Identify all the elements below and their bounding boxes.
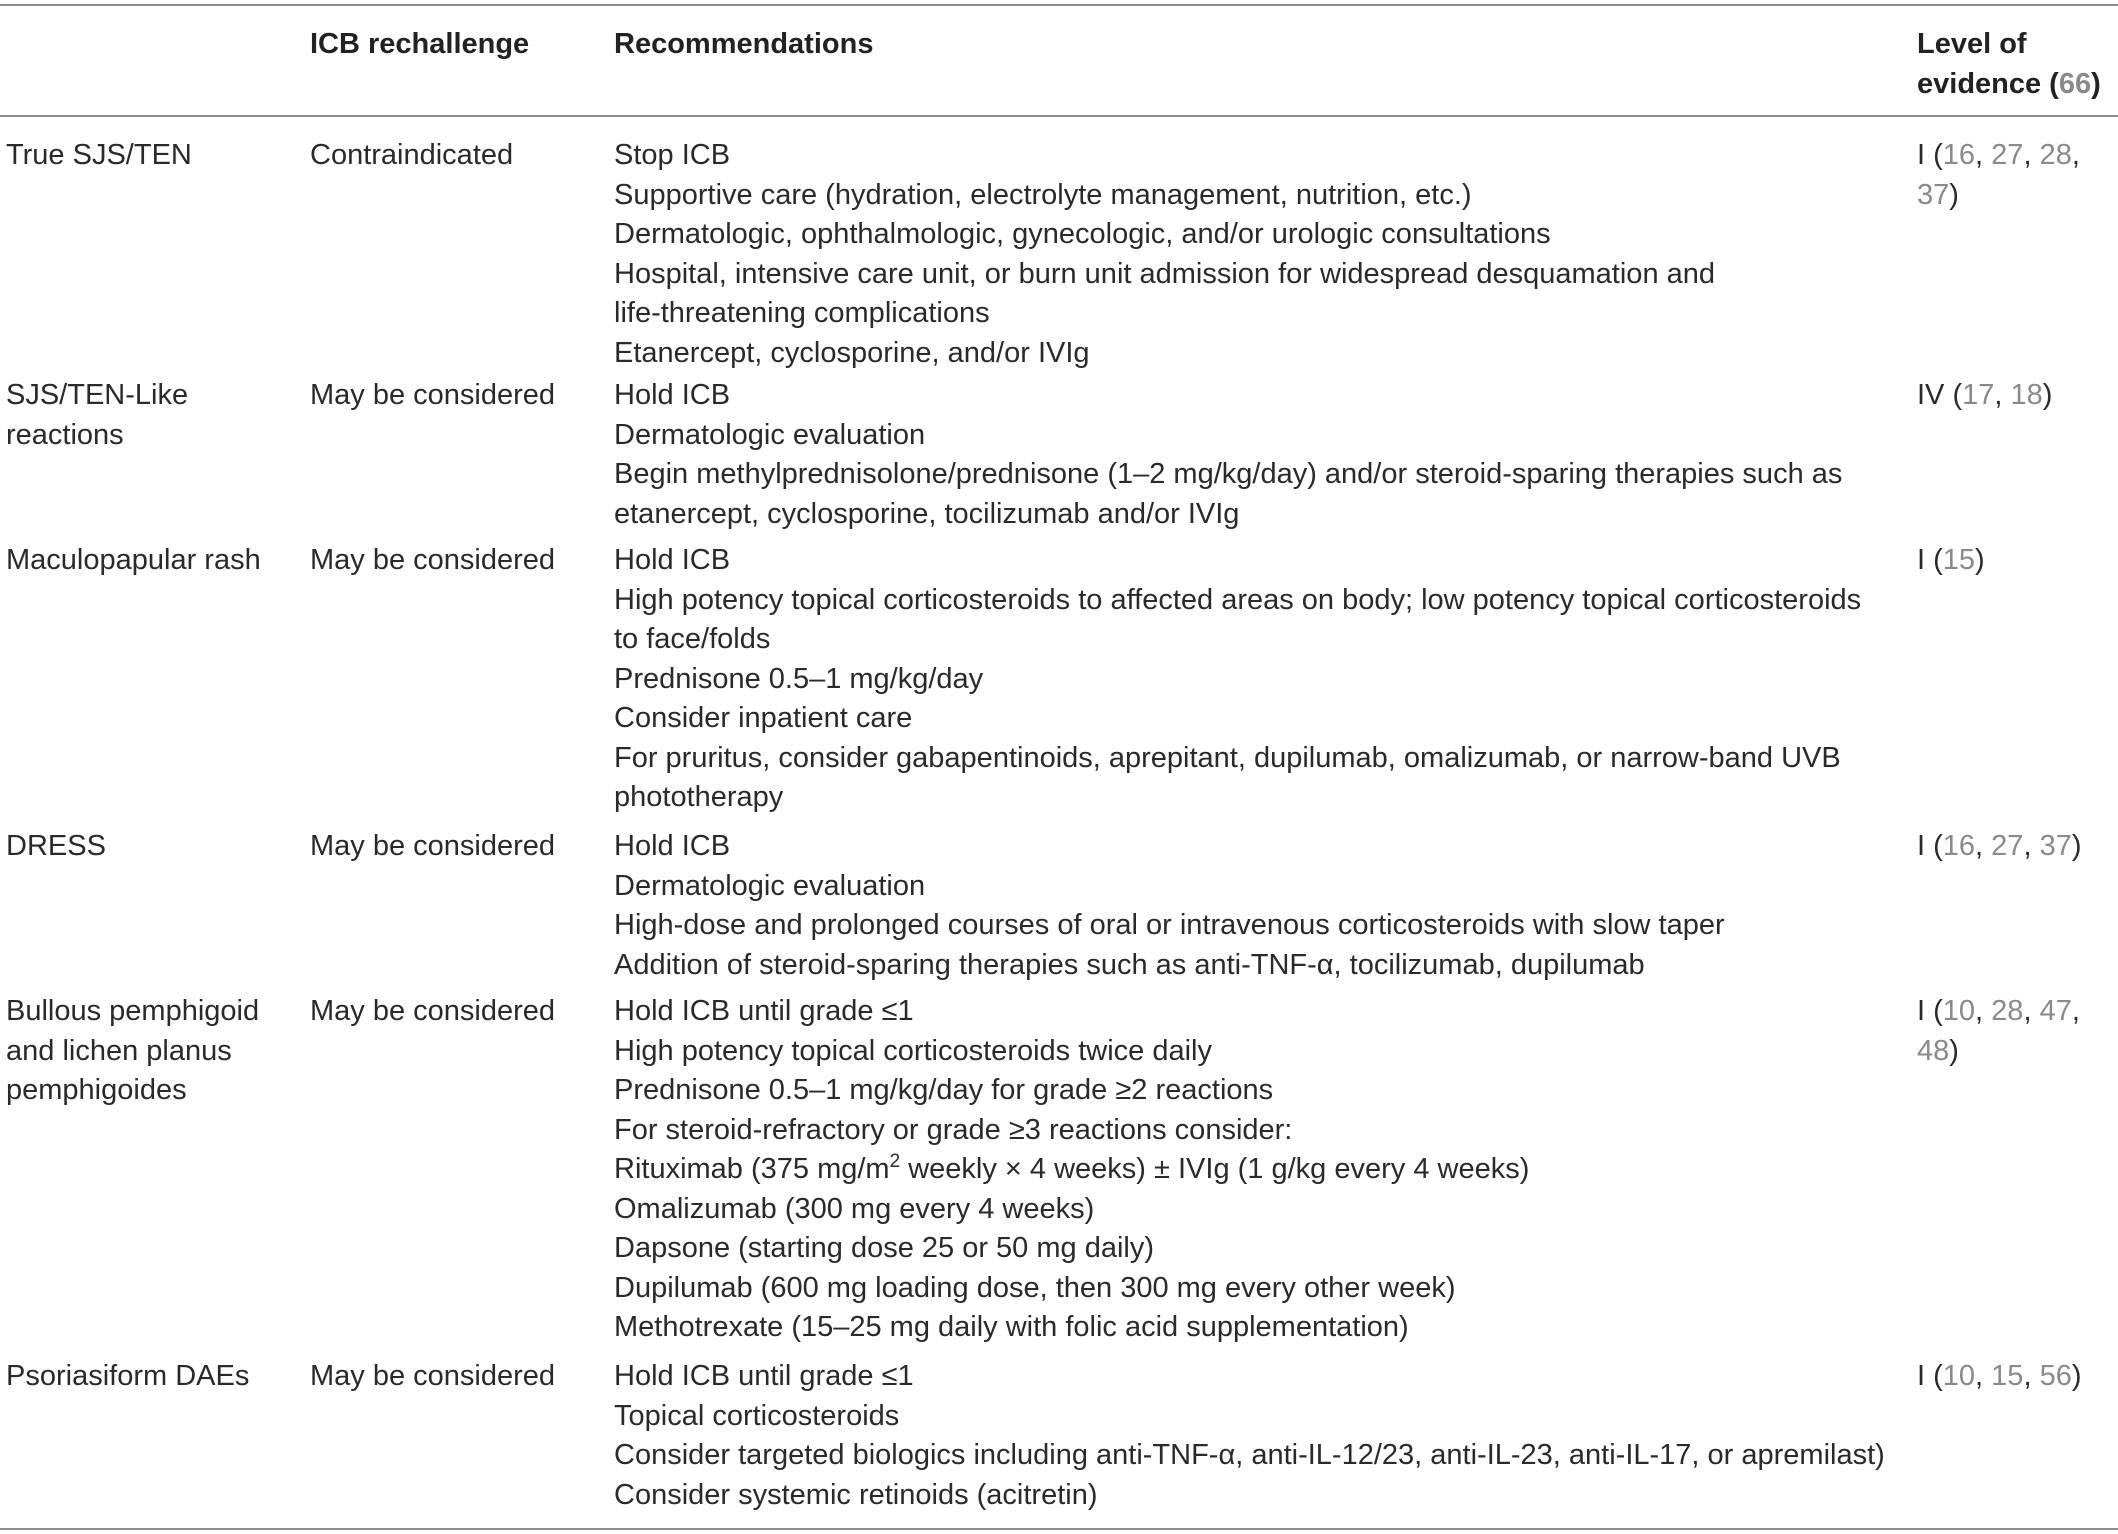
- rechallenge-cell: May be considered: [310, 995, 556, 1027]
- evidence-level: IV: [1917, 379, 1945, 411]
- recommendation-line: etanercept, cyclosporine, tocilizumab and/or IVIg: [614, 497, 1240, 530]
- recommendation-line: to face/folds: [614, 623, 771, 655]
- recommendations-cell: [614, 541, 1904, 818]
- recommendation-line: Methotrexate (15–25 mg daily with folic acid supplementation): [614, 1311, 1409, 1343]
- condition-line: Psoriasiform DAEs: [6, 1360, 250, 1392]
- evidence-line: I (16, 27, 37): [1917, 830, 2082, 862]
- citation-link[interactable]: 16: [1942, 139, 1976, 171]
- condition-cell: [6, 827, 296, 867]
- condition-line: SJS/TEN-Like: [6, 379, 189, 411]
- recommendation-line: High potency topical corticosteroids to affected areas on body; low potency topical corticosteroids: [614, 583, 1862, 616]
- recommendation-line: Etanercept, cyclosporine, and/or IVIg: [614, 336, 1090, 369]
- recommendation-line: Begin methylprednisolone/prednisone (1–2 mg/kg/day) and/or steroid-sparing therapies such as: [614, 458, 1843, 490]
- recommendation-line: Hold ICB until grade ≤1: [614, 995, 914, 1027]
- header-evidence-prefix: evidence (: [1917, 68, 2059, 100]
- rechallenge-cell: May be considered: [310, 544, 556, 576]
- rechallenge-cell: May be considered: [310, 830, 556, 862]
- citation-link[interactable]: 27: [1991, 139, 2024, 171]
- evidence-line: I (15): [1917, 544, 1985, 576]
- condition-line: Maculopapular rash: [6, 544, 261, 576]
- recommendation-line: Hold ICB until grade ≤1: [614, 1360, 914, 1392]
- evidence-level: I: [1917, 1360, 1926, 1392]
- citation-link[interactable]: 48: [1917, 1034, 1950, 1067]
- evidence-line: 48): [1917, 1034, 1959, 1067]
- condition-cell: [6, 541, 296, 581]
- recommendation-line: Hold ICB: [614, 379, 731, 411]
- condition-cell: [6, 376, 296, 455]
- recommendation-line: Dupilumab (600 mg loading dose, then 300 mg every other week): [614, 1271, 1456, 1304]
- citation-link[interactable]: 28: [1991, 995, 2024, 1027]
- evidence-cell: [1917, 376, 2117, 416]
- recommendation-line: Dermatologic evaluation: [614, 869, 926, 902]
- citation-link[interactable]: 10: [1942, 1360, 1976, 1392]
- condition-line: True SJS/TEN: [6, 139, 192, 171]
- rituximab-text-start: Rituximab (375 mg/m: [614, 1153, 890, 1185]
- header-level-line1: Level of: [1917, 28, 2027, 60]
- evidence-line: IV (17, 18): [1917, 379, 2053, 411]
- recommendation-line: life-threatening complications: [614, 297, 990, 329]
- citation-link[interactable]: 28: [2039, 139, 2072, 171]
- recommendation-line: [614, 1150, 1904, 1190]
- evidence-cell: [1917, 827, 2117, 867]
- citation-link[interactable]: 47: [2039, 995, 2072, 1027]
- header-icb-rechallenge: ICB rechallenge: [310, 28, 530, 60]
- evidence-cell: [1917, 992, 2117, 1071]
- recommendation-line: Dapsone (starting dose 25 or 50 mg daily): [614, 1232, 1155, 1264]
- citation-link[interactable]: 10: [1942, 995, 1976, 1027]
- table-top-rule: [0, 4, 2118, 6]
- header-recommendations: Recommendations: [614, 28, 874, 60]
- condition-line: DRESS: [6, 830, 106, 862]
- evidence-line: I (16, 27, 28,: [1917, 139, 2080, 171]
- condition-cell: [6, 136, 296, 176]
- recommendation-line: Supportive care (hydration, electrolyte management, nutrition, etc.): [614, 178, 1472, 211]
- citation-link[interactable]: 56: [2039, 1360, 2072, 1392]
- recommendation-line: Hold ICB: [614, 544, 731, 576]
- condition-cell: [6, 1357, 296, 1397]
- rechallenge-cell: May be considered: [310, 379, 556, 411]
- evidence-line: I (10, 28, 47,: [1917, 995, 2080, 1027]
- evidence-cell: [1917, 136, 2117, 215]
- condition-line: Bullous pemphigoid: [6, 995, 260, 1027]
- recommendation-line: phototherapy: [614, 781, 784, 813]
- recommendation-line: Hospital, intensive care unit, or burn unit admission for widespread desquamation and: [614, 257, 1716, 290]
- recommendation-line: High potency topical corticosteroids twice daily: [614, 1034, 1212, 1067]
- evidence-level: I: [1917, 830, 1926, 862]
- condition-line: reactions: [6, 418, 124, 451]
- citation-link[interactable]: 37: [2039, 830, 2072, 862]
- recommendation-line: Stop ICB: [614, 139, 731, 171]
- recommendation-line: Consider systemic retinoids (acitretin): [614, 1478, 1098, 1511]
- rechallenge-cell: Contraindicated: [310, 139, 514, 171]
- evidence-cell: [1917, 541, 2117, 581]
- evidence-line: 37): [1917, 178, 1959, 211]
- citation-link[interactable]: 15: [1942, 544, 1976, 576]
- recommendations-cell: [614, 376, 1904, 534]
- header-level-line2: [1917, 64, 2117, 104]
- evidence-cell: [1917, 1357, 2117, 1397]
- header-rule: [0, 115, 2118, 117]
- recommendation-line: Prednisone 0.5–1 mg/kg/day: [614, 662, 984, 695]
- recommendation-line: Addition of steroid-sparing therapies such as anti-TNF-α, tocilizumab, dupilumab: [614, 948, 1645, 981]
- citation-link[interactable]: 16: [1942, 830, 1976, 862]
- condition-line: pemphigoides: [6, 1074, 187, 1106]
- citation-link[interactable]: 15: [1991, 1360, 2024, 1392]
- recommendation-line: Dermatologic evaluation: [614, 418, 926, 451]
- evidence-level: I: [1917, 544, 1926, 576]
- recommendation-line: Omalizumab (300 mg every 4 weeks): [614, 1192, 1095, 1225]
- evidence-line: I (10, 15, 56): [1917, 1360, 2082, 1392]
- recommendation-line: For steroid-refractory or grade ≥3 reactions consider:: [614, 1113, 1293, 1146]
- rituximab-superscript: 2: [889, 1151, 901, 1172]
- recommendations-cell: [614, 136, 1904, 373]
- citation-link[interactable]: 37: [1917, 178, 1950, 211]
- recommendations-cell: [614, 992, 1904, 1348]
- recommendation-line: High-dose and prolonged courses of oral or intravenous corticosteroids with slow taper: [614, 909, 1725, 941]
- citation-link[interactable]: 27: [1991, 830, 2024, 862]
- citation-link[interactable]: 18: [2010, 379, 2043, 411]
- rituximab-text-end: weekly × 4 weeks) ± IVIg (1 g/kg every 4 weeks): [900, 1153, 1530, 1185]
- evidence-level: I: [1917, 995, 1926, 1027]
- recommendation-line: Dermatologic, ophthalmologic, gynecologic, and/or urologic consultations: [614, 218, 1551, 250]
- header-level-of-evidence: [1917, 24, 2117, 104]
- recommendation-line: Topical corticosteroids: [614, 1399, 900, 1432]
- recommendation-line: Hold ICB: [614, 830, 731, 862]
- evidence-level: I: [1917, 139, 1926, 171]
- header-evidence-suffix: ): [2091, 68, 2101, 100]
- condition-cell: [6, 992, 296, 1111]
- table-bottom-rule: [0, 1528, 2118, 1530]
- recommendations-cell: [614, 827, 1904, 985]
- rechallenge-cell: May be considered: [310, 1360, 556, 1392]
- header-evidence-ref[interactable]: 66: [2058, 68, 2092, 100]
- citation-link[interactable]: 17: [1962, 379, 1995, 411]
- recommendation-line: For pruritus, consider gabapentinoids, aprepitant, dupilumab, omalizumab, or narrow-band UVB: [614, 741, 1841, 774]
- recommendation-line: Consider inpatient care: [614, 702, 913, 734]
- condition-line: and lichen planus: [6, 1034, 232, 1067]
- recommendation-line: Prednisone 0.5–1 mg/kg/day for grade ≥2 reactions: [614, 1074, 1274, 1106]
- recommendation-line: Consider targeted biologics including anti-TNF-α, anti-IL-12/23, anti-IL-23, anti-IL-17, or apremilast): [614, 1439, 1885, 1471]
- recommendations-cell: [614, 1357, 1904, 1515]
